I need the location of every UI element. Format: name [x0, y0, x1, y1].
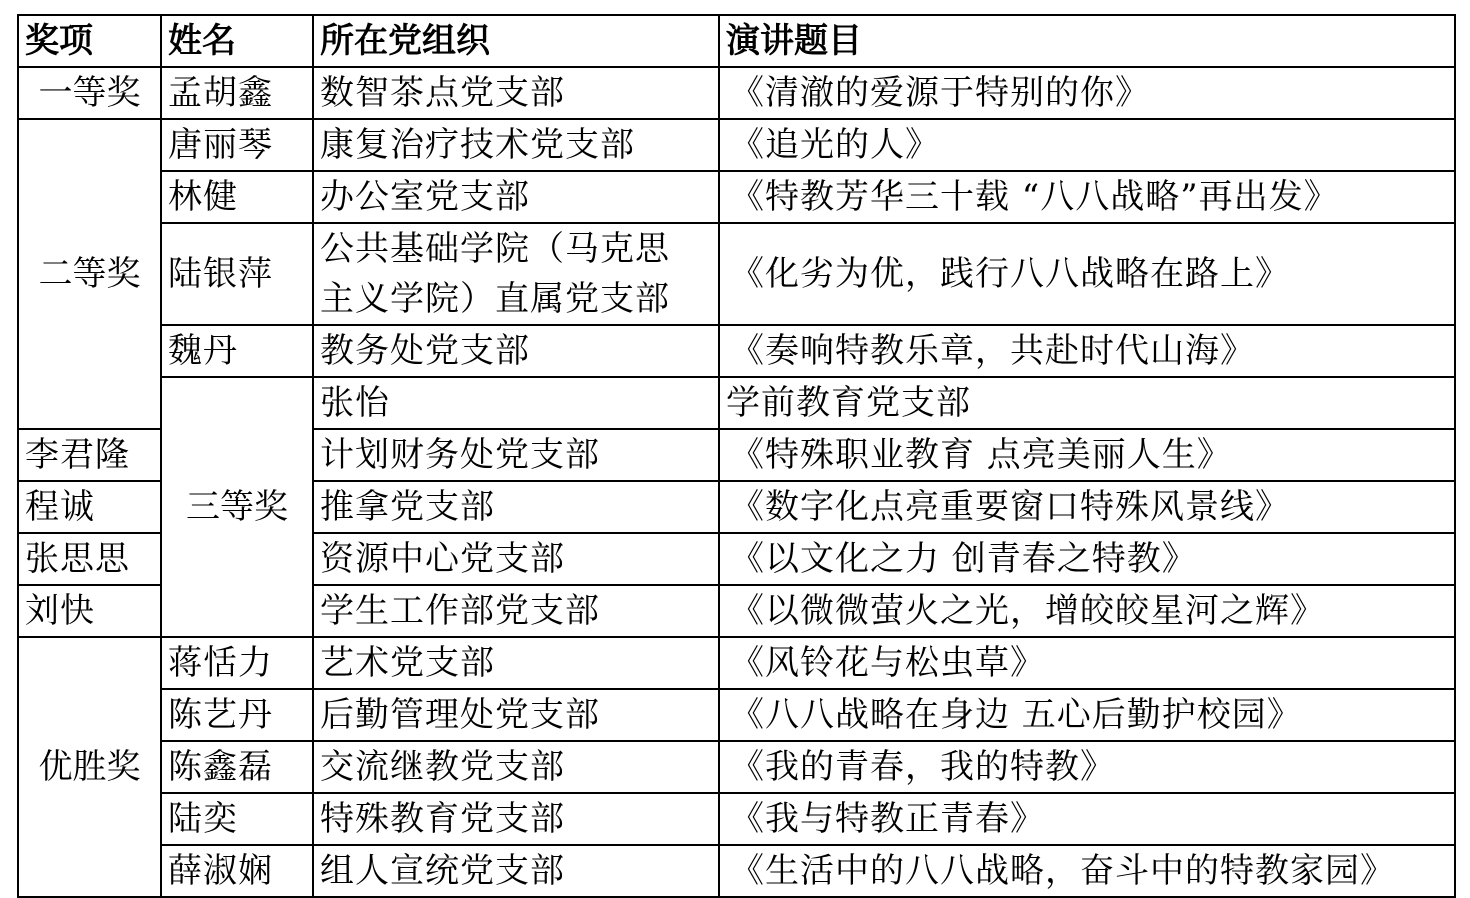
name-cell: 薛淑娴: [161, 845, 313, 897]
name-cell: 陆银萍: [161, 223, 313, 325]
table-row: [18, 689, 1455, 741]
topic-cell: 《化劣为优，践行八八战略在路上》: [719, 223, 1455, 325]
org-cell: 特殊教育党支部: [313, 793, 719, 845]
name-cell: 唐丽琴: [161, 119, 313, 171]
org-cell: 交流继教党支部: [313, 741, 719, 793]
table-row: [18, 325, 1455, 377]
topic-cell: 《我与特教正青春》: [719, 793, 1455, 845]
name-cell: 孟胡鑫: [161, 67, 313, 119]
award-level-cell: 一等奖: [18, 67, 161, 119]
org-cell: 组人宣统党支部: [313, 845, 719, 897]
topic-cell: 《八八战略在身边 五心后勤护校园》: [719, 689, 1455, 741]
topic-cell: 《以文化之力 创青春之特教》: [719, 533, 1455, 585]
org-line: 公共基础学院（马克思: [320, 229, 670, 269]
org-cell: 数智茶点党支部: [313, 67, 719, 119]
org-cell: 教务处党支部: [313, 325, 719, 377]
topic-cell: 《以微微萤火之光，增皎皎星河之辉》: [719, 585, 1455, 637]
topic-cell: 《我的青春，我的特教》: [719, 741, 1455, 793]
org-cell: 资源中心党支部: [313, 533, 719, 585]
name-cell: 陆奕: [161, 793, 313, 845]
topic-cell: 《数字化点亮重要窗口特殊风景线》: [719, 481, 1455, 533]
topic-cell: 《清澈的爱源于特别的你》: [719, 67, 1455, 119]
name-cell: 陈艺丹: [161, 689, 313, 741]
name-cell: 林健: [161, 171, 313, 223]
org-line: 主义学院）直属党支部: [320, 279, 670, 319]
org-cell: 康复治疗技术党支部: [313, 119, 719, 171]
table-row: [18, 741, 1455, 793]
org-cell: 办公室党支部: [313, 171, 719, 223]
header-name: 姓名: [161, 15, 313, 67]
award-level-cell: 优胜奖: [18, 637, 161, 897]
table-body: [18, 67, 1455, 897]
org-cell: 学前教育党支部: [719, 377, 1455, 429]
header-award: 奖项: [18, 15, 161, 67]
org-cell: 艺术党支部: [313, 637, 719, 689]
name-cell: 蒋恬力: [161, 637, 313, 689]
org-cell: [313, 223, 719, 325]
award-table: [17, 14, 1456, 898]
topic-cell: 《风铃花与松虫草》: [719, 637, 1455, 689]
table-row: [18, 119, 1455, 171]
header-topic: 演讲题目: [719, 15, 1455, 67]
table-row: [18, 377, 1455, 429]
table-header: [18, 15, 1455, 67]
award-level-cell: 二等奖: [18, 119, 161, 429]
name-cell: 李君隆: [18, 429, 161, 481]
table-row: [18, 845, 1455, 897]
table-row: [18, 637, 1455, 689]
table-row: [18, 171, 1455, 223]
name-cell: 张怡: [313, 377, 719, 429]
org-cell: 学生工作部党支部: [313, 585, 719, 637]
name-cell: 魏丹: [161, 325, 313, 377]
table-row: [18, 67, 1455, 119]
table-row: [18, 793, 1455, 845]
topic-cell: 《奏响特教乐章，共赴时代山海》: [719, 325, 1455, 377]
table-row: [18, 223, 1455, 325]
award-level-cell: 三等奖: [161, 377, 313, 637]
name-cell: 陈鑫磊: [161, 741, 313, 793]
topic-cell: 《追光的人》: [719, 119, 1455, 171]
topic-cell: 《特殊职业教育 点亮美丽人生》: [719, 429, 1455, 481]
header-row: [18, 15, 1455, 67]
name-cell: 张思思: [18, 533, 161, 585]
org-cell: 后勤管理处党支部: [313, 689, 719, 741]
topic-cell: 《特教芳华三十载 “八八战略”再出发》: [719, 171, 1455, 223]
org-cell: 推拿党支部: [313, 481, 719, 533]
name-cell: 程诚: [18, 481, 161, 533]
header-org: 所在党组织: [313, 15, 719, 67]
topic-cell: 《生活中的八八战略，奋斗中的特教家园》: [719, 845, 1455, 897]
org-cell: 计划财务处党支部: [313, 429, 719, 481]
name-cell: 刘快: [18, 585, 161, 637]
